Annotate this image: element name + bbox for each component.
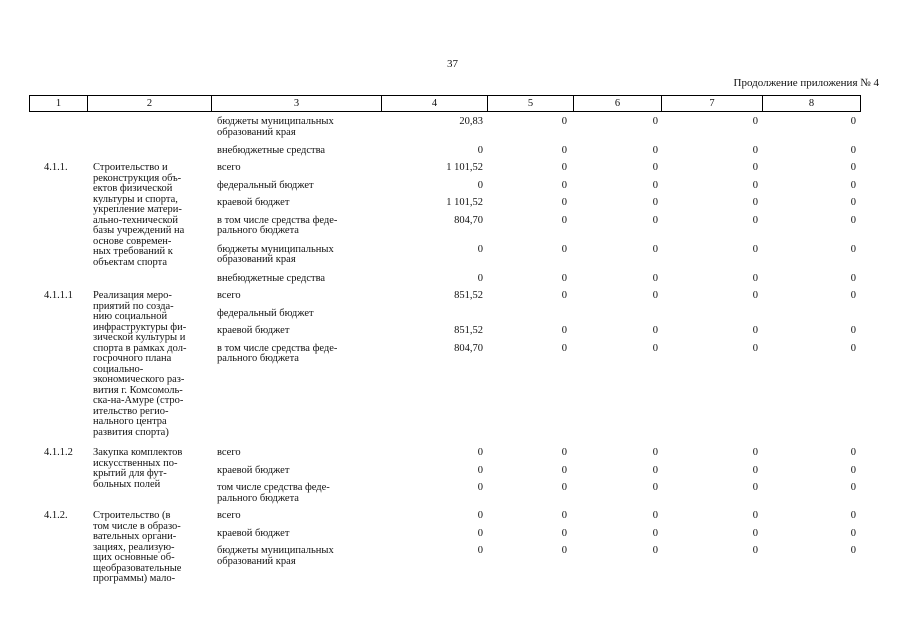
value-cell: 0 xyxy=(752,243,758,255)
header-cell-1: 1 xyxy=(30,96,88,111)
value-cell: 0 xyxy=(652,116,658,127)
value-cell: 0 xyxy=(561,272,567,284)
value-cell: 1 101,52 xyxy=(446,197,483,208)
row-name-line: основе современ- xyxy=(93,235,172,247)
row-name-line: спорта в рамках дол- xyxy=(93,342,187,354)
row-label-line: краевой бюджет xyxy=(217,527,290,539)
value-cell: 1 101,52 xyxy=(446,162,483,173)
value-cell: 0 xyxy=(652,243,658,255)
value-cell: 0 xyxy=(561,179,567,191)
value-cell: 851,52 xyxy=(454,290,483,301)
row-label-line: рального бюджета xyxy=(217,492,299,504)
value-cell: 0 xyxy=(652,179,658,191)
row-name-line: ектов физической xyxy=(93,183,173,194)
row-name-line: развития спорта) xyxy=(93,426,169,438)
row-label-line: внебюджетные средства xyxy=(217,272,326,284)
header-cell-3: 3 xyxy=(212,96,382,111)
row-name-line: зической культуры и xyxy=(93,332,186,343)
row-name-line: экономического раз- xyxy=(93,374,185,385)
value-cell: 0 xyxy=(752,145,758,156)
header-cell-4: 4 xyxy=(382,96,488,111)
value-cell: 804,70 xyxy=(454,342,483,354)
row-name-line: реконструкция объ- xyxy=(93,172,182,184)
row-label-line: бюджеты муниципальных xyxy=(217,243,334,255)
value-cell: 0 xyxy=(850,325,856,336)
row-label-line: краевой бюджет xyxy=(217,325,290,336)
value-cell: 0 xyxy=(752,162,758,173)
value-cell: 0 xyxy=(477,464,483,476)
row-name-line: объектам спорта xyxy=(93,256,168,268)
value-cell: 0 xyxy=(652,545,658,556)
value-cell: 0 xyxy=(561,116,567,127)
value-cell: 0 xyxy=(652,342,658,354)
header-cell-2: 2 xyxy=(88,96,212,111)
value-cell: 0 xyxy=(850,162,856,173)
value-cell: 0 xyxy=(477,527,483,539)
value-cell: 0 xyxy=(652,272,658,284)
value-cell: 0 xyxy=(850,243,856,255)
value-cell: 0 xyxy=(752,482,758,493)
value-cell: 0 xyxy=(652,214,658,226)
value-cell: 0 xyxy=(752,290,758,301)
value-cell: 0 xyxy=(561,197,567,208)
value-cell: 0 xyxy=(850,482,856,493)
value-cell: 0 xyxy=(752,447,758,458)
value-cell: 0 xyxy=(652,145,658,156)
row-number: 4.1.1.2 xyxy=(44,447,73,458)
row-name-line: вательных органи- xyxy=(93,531,177,542)
value-cell: 0 xyxy=(477,545,483,556)
value-cell: 0 xyxy=(652,447,658,458)
row-name-line: искусственных по- xyxy=(93,457,178,469)
row-number: 4.1.1.1 xyxy=(44,290,73,301)
row-label-line: рального бюджета xyxy=(217,225,299,236)
value-cell: 0 xyxy=(752,527,758,539)
row-label-line: всего xyxy=(217,510,241,521)
row-name-line: том числе в образо- xyxy=(93,520,181,532)
value-cell: 0 xyxy=(477,179,483,191)
value-cell: 0 xyxy=(477,272,483,284)
value-cell: 0 xyxy=(850,510,856,521)
value-cell: 0 xyxy=(850,214,856,226)
value-cell: 0 xyxy=(561,510,567,521)
value-cell: 0 xyxy=(561,342,567,354)
value-cell: 0 xyxy=(477,510,483,521)
value-cell: 0 xyxy=(752,325,758,336)
value-cell: 0 xyxy=(652,197,658,208)
value-cell: 0 xyxy=(850,116,856,127)
row-label-line: бюджеты муниципальных xyxy=(217,116,334,127)
row-name-line: Строительство (в xyxy=(93,510,171,521)
row-label-line: краевой бюджет xyxy=(217,464,290,476)
row-name-line: ска-на-Амуре (стро- xyxy=(93,395,184,406)
row-name-line: программы) мало- xyxy=(93,573,176,584)
value-cell: 0 xyxy=(477,145,483,156)
value-cell: 0 xyxy=(752,179,758,191)
value-cell: 0 xyxy=(850,197,856,208)
value-cell: 0 xyxy=(561,464,567,476)
value-cell: 0 xyxy=(652,464,658,476)
row-label-line: всего xyxy=(217,162,241,173)
row-name-line: Закупка комплектов xyxy=(93,447,183,458)
value-cell: 0 xyxy=(652,325,658,336)
row-label-line: образований края xyxy=(217,126,296,138)
row-name-line: приятий по созда- xyxy=(93,300,174,312)
row-name-line: Реализация меро- xyxy=(93,290,172,301)
row-label-line: том числе средства феде- xyxy=(217,482,330,493)
value-cell: 0 xyxy=(752,545,758,556)
row-name-line: госрочного плана xyxy=(93,353,172,364)
value-cell: 0 xyxy=(850,464,856,476)
row-number: 4.1.1. xyxy=(44,162,68,173)
row-label-line: краевой бюджет xyxy=(217,197,290,208)
value-cell: 0 xyxy=(752,214,758,226)
value-cell: 0 xyxy=(561,145,567,156)
row-label-line: всего xyxy=(217,290,241,301)
value-cell: 0 xyxy=(652,527,658,539)
value-cell: 0 xyxy=(561,290,567,301)
value-cell: 0 xyxy=(850,145,856,156)
value-cell: 0 xyxy=(850,272,856,284)
row-label-line: в том числе средства феде- xyxy=(217,342,338,354)
row-name-line: нального центра xyxy=(93,416,167,427)
value-cell: 0 xyxy=(561,214,567,226)
value-cell: 0 xyxy=(561,243,567,255)
row-name-line: зациях, реализую- xyxy=(93,541,175,553)
row-name-line: нию социальной xyxy=(93,311,168,322)
value-cell: 0 xyxy=(752,342,758,354)
value-cell: 0 xyxy=(752,116,758,127)
header-cell-8: 8 xyxy=(808,98,815,109)
table-header xyxy=(29,95,861,112)
row-name-line: ально-технической xyxy=(93,214,179,226)
row-name-line: социально- xyxy=(93,363,144,375)
row-label-line: всего xyxy=(217,447,241,458)
value-cell: 0 xyxy=(652,482,658,493)
row-label-line: в том числе средства феде- xyxy=(217,214,338,226)
row-label-line: рального бюджета xyxy=(217,353,299,364)
value-cell: 0 xyxy=(850,545,856,556)
value-cell: 0 xyxy=(752,272,758,284)
row-label-line: образований края xyxy=(217,555,296,567)
row-label-line: внебюджетные средства xyxy=(217,145,326,156)
row-name-line: ных требований к xyxy=(93,246,173,257)
row-name-line: вития г. Комсомоль- xyxy=(93,384,183,396)
value-cell: 0 xyxy=(850,447,856,458)
header-cell-6: 6 xyxy=(574,96,662,111)
row-name-line: крытий для фут- xyxy=(93,468,167,479)
row-name-line: больных полей xyxy=(93,478,161,490)
value-cell: 804,70 xyxy=(454,214,483,226)
row-name-line: щеобразовательные xyxy=(93,562,182,574)
value-cell: 851,52 xyxy=(454,325,483,336)
value-cell: 0 xyxy=(850,179,856,191)
row-name-line: ительство регио- xyxy=(93,405,169,417)
header-cell-5: 5 xyxy=(488,96,574,111)
value-cell: 0 xyxy=(561,162,567,173)
row-name-line: укрепление матери- xyxy=(93,204,182,215)
value-cell: 20,83 xyxy=(459,116,483,127)
value-cell: 0 xyxy=(477,482,483,493)
value-cell: 0 xyxy=(850,290,856,301)
row-label-line: бюджеты муниципальных xyxy=(217,545,334,556)
row-label-line: образований края xyxy=(217,254,296,265)
value-cell: 0 xyxy=(561,325,567,336)
value-cell: 0 xyxy=(477,447,483,458)
continuation-label: Продолжение приложения № 4 xyxy=(733,77,879,89)
value-cell: 0 xyxy=(561,447,567,458)
value-cell: 0 xyxy=(561,545,567,556)
value-cell: 0 xyxy=(752,197,758,208)
header-cell-7: 7 xyxy=(662,96,763,111)
row-number: 4.1.2. xyxy=(44,510,68,521)
page-number: 37 xyxy=(447,58,458,70)
value-cell: 0 xyxy=(652,162,658,173)
row-name-line: базы учреждений на xyxy=(93,225,185,236)
value-cell: 0 xyxy=(752,510,758,521)
row-name-line: культуры и спорта, xyxy=(93,193,178,205)
value-cell: 0 xyxy=(652,290,658,301)
value-cell: 0 xyxy=(561,527,567,539)
value-cell: 0 xyxy=(850,527,856,539)
value-cell: 0 xyxy=(477,243,483,255)
value-cell: 0 xyxy=(561,482,567,493)
value-cell: 0 xyxy=(752,464,758,476)
row-label-line: федеральный бюджет xyxy=(217,179,314,191)
row-name-line: щих основные об- xyxy=(93,552,175,563)
value-cell: 0 xyxy=(652,510,658,521)
value-cell: 0 xyxy=(850,342,856,354)
row-name-line: Строительство и xyxy=(93,162,168,173)
row-name-line: инфраструктуры фи- xyxy=(93,321,187,333)
row-label-line: федеральный бюджет xyxy=(217,307,314,319)
